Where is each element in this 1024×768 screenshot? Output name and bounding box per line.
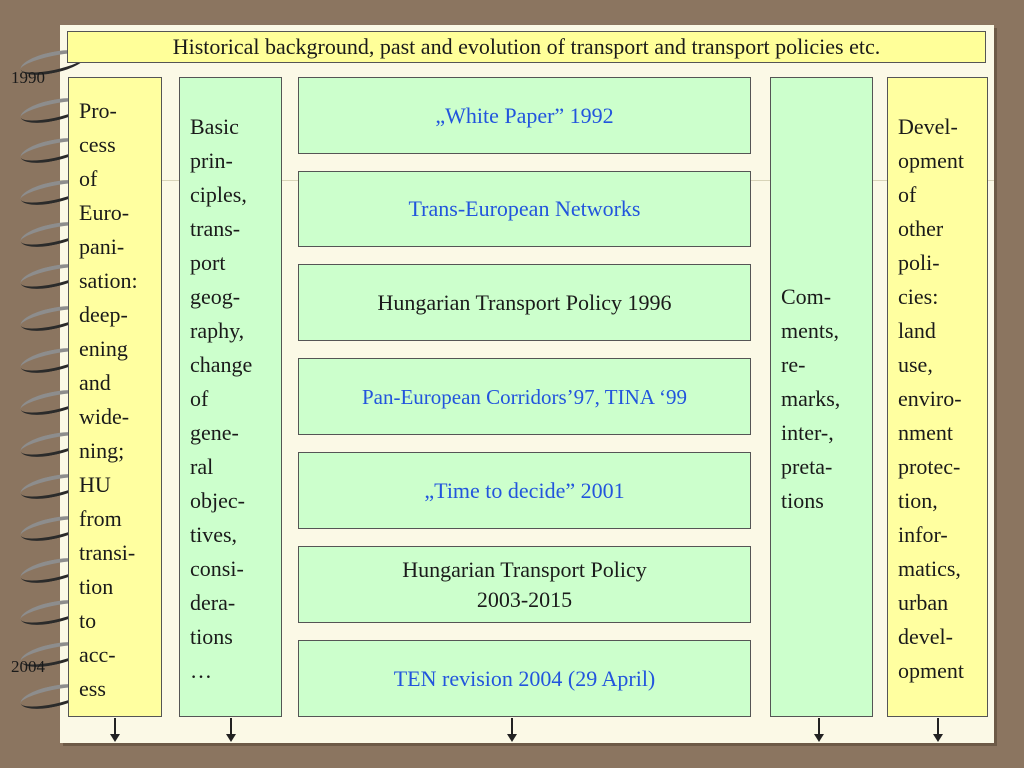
- box-time-to-decide: [298, 452, 751, 529]
- column-basic-principles: [179, 77, 282, 717]
- column-other-policies: [887, 77, 988, 717]
- down-arrow-icon: [814, 718, 824, 744]
- box-trans-european-networks: [298, 171, 751, 247]
- column-comments: [770, 77, 873, 717]
- down-arrow-icon: [110, 718, 120, 744]
- column-other-policies-text: Devel- opment of other poli- cies: land use, enviro- nment protec- tion, infor- matics, urban devel- opment: [898, 114, 964, 683]
- column-europeanisation: [68, 77, 162, 717]
- box-pan-european-corridors-text: Pan-European Corridors’97, TINA ‘99: [361, 384, 688, 409]
- down-arrow-icon: [226, 718, 236, 744]
- box-hungarian-policy-1996: [298, 264, 751, 341]
- column-europeanisation-text: Pro- cess of Euro- pani- sation: deep- ening and wide- ning; HU from transi- tion to acc- ess: [79, 98, 138, 701]
- box-hungarian-policy-2003: [298, 546, 751, 623]
- column-comments-text: Com- ments, re- marks, inter-, preta- tions: [781, 284, 841, 513]
- box-hungarian-policy-2003-text: Hungarian Transport Policy 2003-2015: [402, 556, 647, 612]
- year-end-label: 2004: [11, 657, 45, 676]
- box-ten-revision-text: TEN revision 2004 (29 April): [393, 665, 656, 691]
- column-basic-principles-text: Basic prin- ciples, trans- port geog- raphy, change of gene- ral objec- tives, consi- dera- tions …: [190, 114, 253, 683]
- box-white-paper-text: „White Paper” 1992: [435, 102, 614, 128]
- box-time-to-decide-text: „Time to decide” 2001: [424, 477, 625, 503]
- slide-title: Historical background, past and evolution of transport and transport policies etc.: [67, 31, 986, 63]
- year-start-label: 1990: [11, 68, 45, 87]
- box-trans-european-networks-text: Trans-European Networks: [408, 196, 641, 221]
- box-white-paper: [298, 77, 751, 154]
- down-arrow-icon: [507, 718, 517, 744]
- box-hungarian-policy-1996-text: Hungarian Transport Policy 1996: [377, 289, 672, 315]
- box-ten-revision: [298, 640, 751, 717]
- down-arrow-icon: [933, 718, 943, 744]
- box-pan-european-corridors: [298, 358, 751, 435]
